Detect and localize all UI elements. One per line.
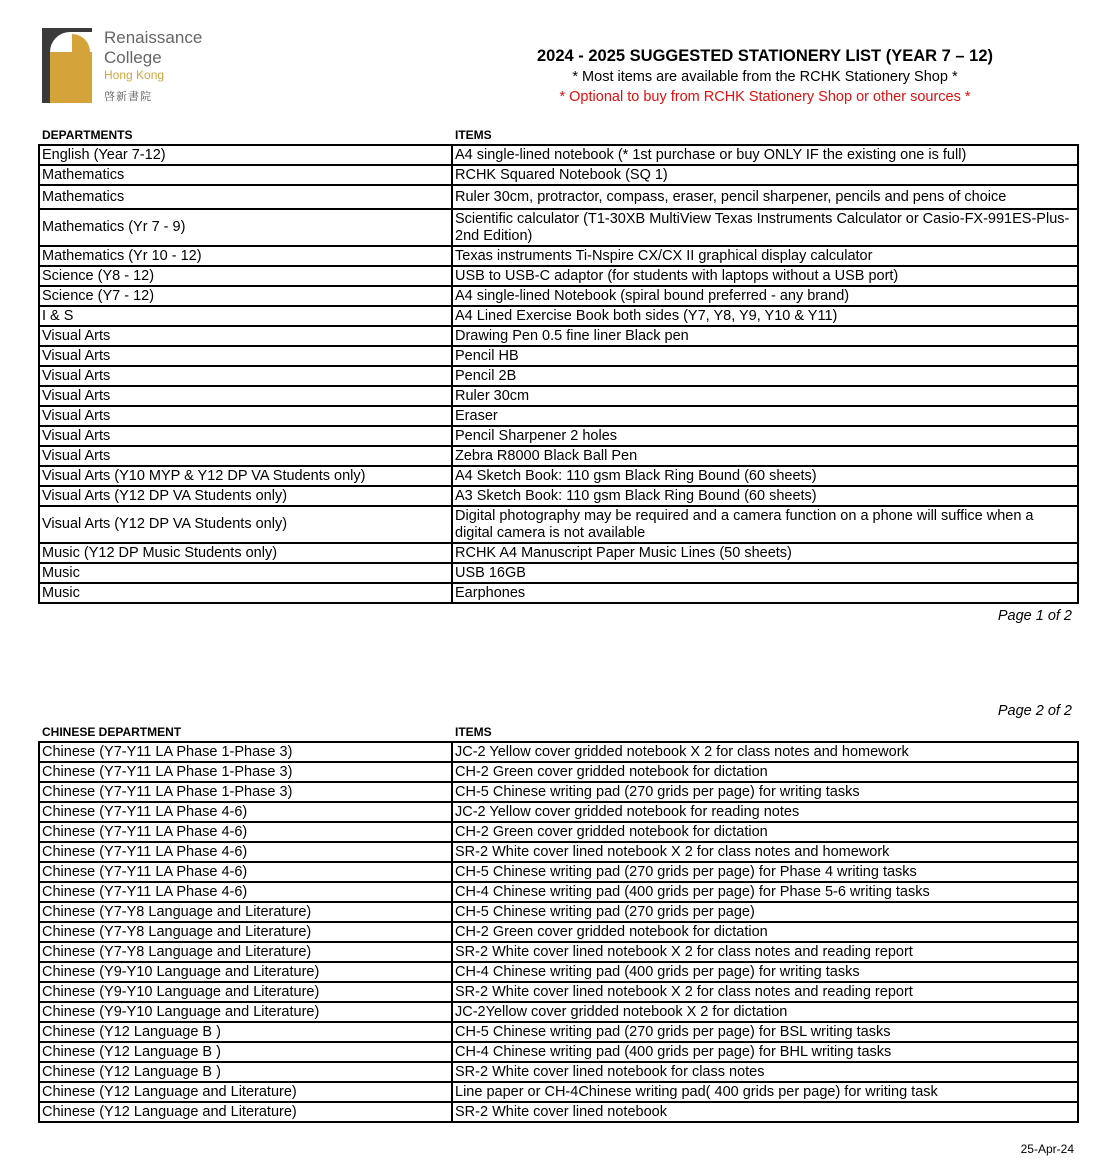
table-row <box>39 286 1078 306</box>
college-logo <box>42 28 203 106</box>
item-cell: CH-2 Green cover gridded notebook for dictation <box>452 922 1078 942</box>
table-row <box>39 982 1078 1002</box>
item-cell: A4 single-lined Notebook (spiral bound preferred - any brand) <box>452 286 1078 306</box>
departments-header: DEPARTMENTS <box>42 128 133 142</box>
item-cell: Pencil HB <box>452 346 1078 366</box>
department-cell: Music <box>39 563 452 583</box>
table-row <box>39 366 1078 386</box>
item-cell: SR-2 White cover lined notebook X 2 for class notes and reading report <box>452 942 1078 962</box>
table-row <box>39 185 1078 209</box>
table-row <box>39 306 1078 326</box>
department-cell: Chinese (Y9-Y10 Language and Literature) <box>39 982 452 1002</box>
item-cell: CH-4 Chinese writing pad (400 grids per page) for Phase 5-6 writing tasks <box>452 882 1078 902</box>
item-cell: CH-4 Chinese writing pad (400 grids per page) for writing tasks <box>452 962 1078 982</box>
table-row <box>39 1082 1078 1102</box>
department-cell: Chinese (Y7-Y11 LA Phase 1-Phase 3) <box>39 762 452 782</box>
table-row <box>39 962 1078 982</box>
item-cell: JC-2Yellow cover gridded notebook X 2 for dictation <box>452 1002 1078 1022</box>
optional-note: * Optional to buy from RCHK Stationery Shop or other sources * <box>559 89 971 105</box>
department-cell: Mathematics <box>39 165 452 185</box>
document-header <box>470 45 1060 107</box>
department-cell: Visual Arts <box>39 346 452 366</box>
table-row <box>39 802 1078 822</box>
table-row <box>39 822 1078 842</box>
item-cell: Ruler 30cm, protractor, compass, eraser, pencil sharpener, pencils and pens of choice <box>452 185 1078 209</box>
item-cell: Zebra R8000 Black Ball Pen <box>452 446 1078 466</box>
chinese-items-header: ITEMS <box>455 725 492 739</box>
item-cell: A4 Lined Exercise Book both sides (Y7, Y8, Y9, Y10 & Y11) <box>452 306 1078 326</box>
table-row <box>39 782 1078 802</box>
table-row <box>39 209 1078 246</box>
table-row <box>39 583 1078 603</box>
item-cell: USB to USB-C adaptor (for students with laptops without a USB port) <box>452 266 1078 286</box>
table-row <box>39 922 1078 942</box>
logo-name-line1: Renaissance <box>104 28 203 47</box>
department-cell: Mathematics (Yr 7 - 9) <box>39 209 452 246</box>
item-cell: SR-2 White cover lined notebook for class notes <box>452 1062 1078 1082</box>
item-cell: CH-5 Chinese writing pad (270 grids per page) for Phase 4 writing tasks <box>452 862 1078 882</box>
item-cell: CH-5 Chinese writing pad (270 grids per page) <box>452 902 1078 922</box>
document-date: 25-Apr-24 <box>1020 1142 1074 1156</box>
items-header: ITEMS <box>455 128 492 142</box>
department-cell: Visual Arts <box>39 406 452 426</box>
table-row <box>39 902 1078 922</box>
table-row <box>39 386 1078 406</box>
item-cell: CH-5 Chinese writing pad (270 grids per page) for BSL writing tasks <box>452 1022 1078 1042</box>
item-cell: Pencil Sharpener 2 holes <box>452 426 1078 446</box>
item-cell: Drawing Pen 0.5 fine liner Black pen <box>452 326 1078 346</box>
item-cell: RCHK Squared Notebook (SQ 1) <box>452 165 1078 185</box>
department-cell: Chinese (Y12 Language and Literature) <box>39 1082 452 1102</box>
table-row <box>39 145 1078 165</box>
page-title: 2024 - 2025 SUGGESTED STATIONERY LIST (YEAR 7 – 12) <box>536 47 994 65</box>
department-cell: Visual Arts (Y10 MYP & Y12 DP VA Students only) <box>39 466 452 486</box>
department-cell: Chinese (Y7-Y8 Language and Literature) <box>39 922 452 942</box>
table-row <box>39 882 1078 902</box>
table-row <box>39 1102 1078 1122</box>
department-cell: Music <box>39 583 452 603</box>
logo-name-line2: College <box>104 48 162 67</box>
item-cell: CH-5 Chinese writing pad (270 grids per page) for writing tasks <box>452 782 1078 802</box>
department-cell: Visual Arts <box>39 426 452 446</box>
chinese-stationery-table <box>38 721 1079 1123</box>
department-cell: Chinese (Y12 Language B ) <box>39 1062 452 1082</box>
page-number-1: Page 1 of 2 <box>997 608 1072 624</box>
department-cell: Music (Y12 DP Music Students only) <box>39 543 452 563</box>
item-cell: SR-2 White cover lined notebook X 2 for class notes and homework <box>452 842 1078 862</box>
department-cell: Chinese (Y7-Y11 LA Phase 1-Phase 3) <box>39 782 452 802</box>
item-cell: JC-2 Yellow cover gridded notebook X 2 for class notes and homework <box>452 742 1078 762</box>
department-cell: I & S <box>39 306 452 326</box>
chinese-department-header: CHINESE DEPARTMENT <box>42 725 182 739</box>
department-cell: Chinese (Y7-Y11 LA Phase 4-6) <box>39 822 452 842</box>
item-cell: A4 Sketch Book: 110 gsm Black Ring Bound (60 sheets) <box>452 466 1078 486</box>
table-row <box>39 346 1078 366</box>
item-cell: Digital photography may be required and a camera function on a phone will suffice when a digital camera is not available <box>452 506 1078 543</box>
table-row <box>39 506 1078 543</box>
table-row <box>39 426 1078 446</box>
department-cell: Chinese (Y9-Y10 Language and Literature) <box>39 962 452 982</box>
department-cell: English (Year 7-12) <box>39 145 452 165</box>
department-cell: Visual Arts <box>39 326 452 346</box>
department-cell: Chinese (Y7-Y11 LA Phase 4-6) <box>39 882 452 902</box>
item-cell: Pencil 2B <box>452 366 1078 386</box>
department-cell: Science (Y7 - 12) <box>39 286 452 306</box>
item-cell: SR-2 White cover lined notebook <box>452 1102 1078 1122</box>
table-row <box>39 1022 1078 1042</box>
department-cell: Mathematics <box>39 185 452 209</box>
table-row <box>39 842 1078 862</box>
item-cell: Texas instruments Ti-Nspire CX/CX II graphical display calculator <box>452 246 1078 266</box>
department-cell: Chinese (Y9-Y10 Language and Literature) <box>39 1002 452 1022</box>
department-cell: Chinese (Y12 Language and Literature) <box>39 1102 452 1122</box>
department-cell: Chinese (Y7-Y11 LA Phase 1-Phase 3) <box>39 742 452 762</box>
college-logo-mark <box>42 28 92 103</box>
table-row <box>39 326 1078 346</box>
item-cell: Earphones <box>452 583 1078 603</box>
item-cell: JC-2 Yellow cover gridded notebook for reading notes <box>452 802 1078 822</box>
table-row <box>39 543 1078 563</box>
table-row <box>39 942 1078 962</box>
department-cell: Chinese (Y12 Language B ) <box>39 1042 452 1062</box>
item-cell: USB 16GB <box>452 563 1078 583</box>
department-cell: Visual Arts <box>39 386 452 406</box>
department-cell: Chinese (Y7-Y11 LA Phase 4-6) <box>39 862 452 882</box>
table-row <box>39 1002 1078 1022</box>
department-cell: Visual Arts <box>39 366 452 386</box>
item-cell: SR-2 White cover lined notebook X 2 for class notes and reading report <box>452 982 1078 1002</box>
table-row <box>39 246 1078 266</box>
item-cell: CH-4 Chinese writing pad (400 grids per page) for BHL writing tasks <box>452 1042 1078 1062</box>
table-row <box>39 1042 1078 1062</box>
department-cell: Chinese (Y7-Y11 LA Phase 4-6) <box>39 842 452 862</box>
item-cell: A3 Sketch Book: 110 gsm Black Ring Bound (60 sheets) <box>452 486 1078 506</box>
item-cell: A4 single-lined notebook (* 1st purchase or buy ONLY IF the existing one is full) <box>452 145 1078 165</box>
department-cell: Visual Arts (Y12 DP VA Students only) <box>39 506 452 543</box>
table-row <box>39 762 1078 782</box>
table-row <box>39 1062 1078 1082</box>
item-cell: Line paper or CH-4Chinese writing pad( 400 grids per page) for writing task <box>452 1082 1078 1102</box>
logo-place: Hong Kong <box>104 68 165 82</box>
department-cell: Chinese (Y7-Y8 Language and Literature) <box>39 942 452 962</box>
item-cell: Scientific calculator (T1-30XB MultiView Texas Instruments Calculator or Casio-FX-991ES-Plus-2nd Edition) <box>452 209 1078 246</box>
table-row <box>39 266 1078 286</box>
department-cell: Chinese (Y12 Language B ) <box>39 1022 452 1042</box>
table-row <box>39 862 1078 882</box>
item-cell: Ruler 30cm <box>452 386 1078 406</box>
item-cell: CH-2 Green cover gridded notebook for dictation <box>452 762 1078 782</box>
page-number-2: Page 2 of 2 <box>997 703 1072 719</box>
department-cell: Mathematics (Yr 10 - 12) <box>39 246 452 266</box>
table-row <box>39 466 1078 486</box>
table-row <box>39 446 1078 466</box>
table-row <box>39 742 1078 762</box>
department-cell: Chinese (Y7-Y8 Language and Literature) <box>39 902 452 922</box>
table-row <box>39 563 1078 583</box>
item-cell: Eraser <box>452 406 1078 426</box>
stationery-table <box>38 124 1079 604</box>
item-cell: CH-2 Green cover gridded notebook for dictation <box>452 822 1078 842</box>
table-row <box>39 486 1078 506</box>
department-cell: Chinese (Y7-Y11 LA Phase 4-6) <box>39 802 452 822</box>
availability-note: * Most items are available from the RCHK Stationery Shop * <box>572 69 958 85</box>
item-cell: RCHK A4 Manuscript Paper Music Lines (50 sheets) <box>452 543 1078 563</box>
logo-chinese-name: 啓新書院 <box>104 91 152 103</box>
department-cell: Visual Arts (Y12 DP VA Students only) <box>39 486 452 506</box>
department-cell: Science (Y8 - 12) <box>39 266 452 286</box>
department-cell: Visual Arts <box>39 446 452 466</box>
table-row <box>39 406 1078 426</box>
table-row <box>39 165 1078 185</box>
